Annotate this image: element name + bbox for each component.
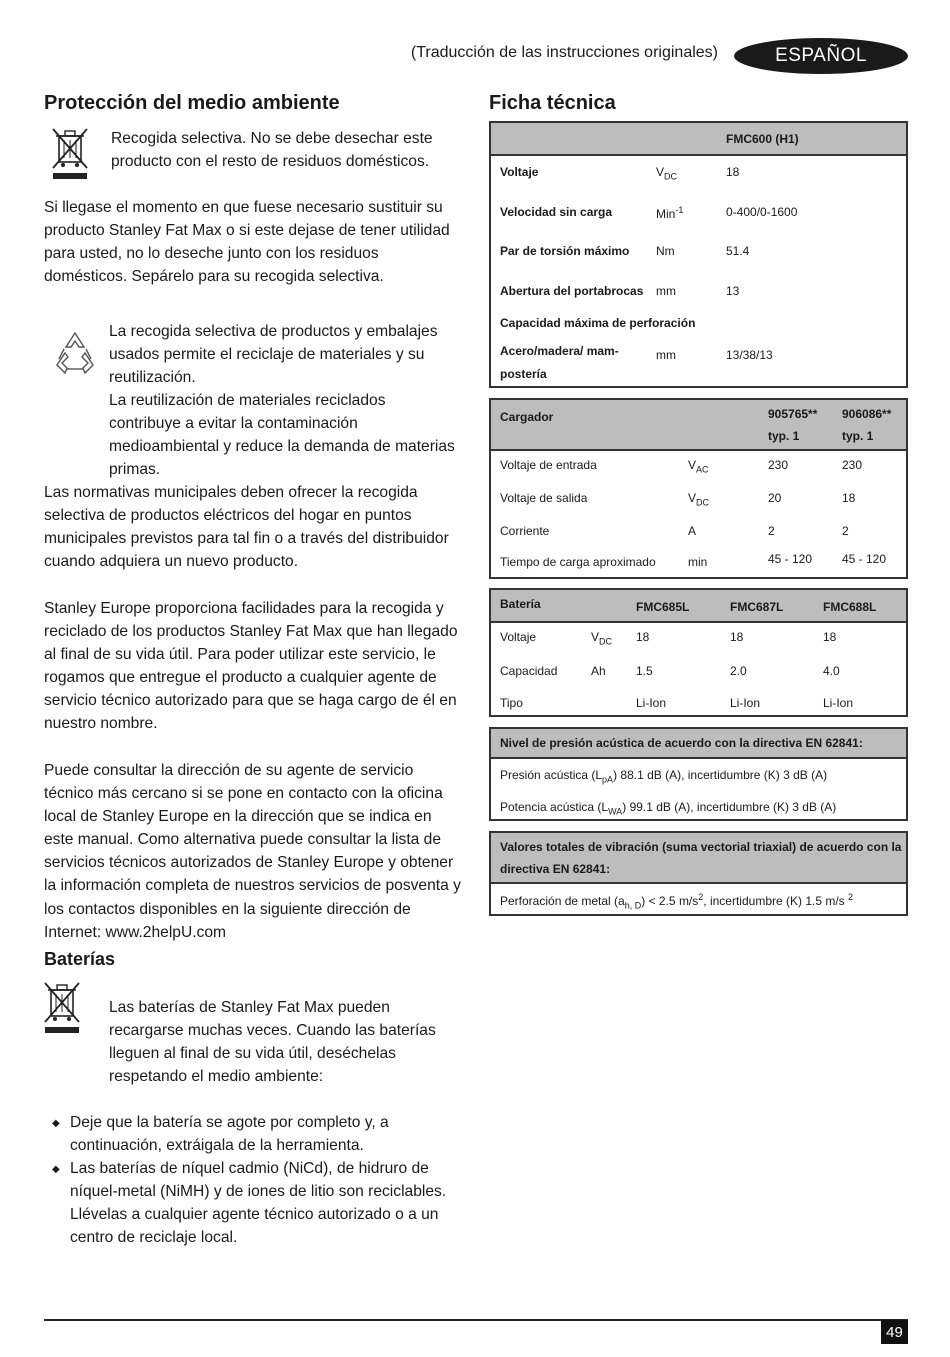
row-unit: Ah [591, 664, 606, 678]
row-value: 18 [636, 630, 650, 644]
row-value: 1.5 [636, 664, 653, 678]
row-label: Abertura del portabrocas [500, 284, 644, 298]
row-unit: mm [656, 284, 676, 298]
row-label: postería [500, 367, 547, 381]
row-unit: Nm [656, 244, 675, 258]
noise-table-header [491, 729, 906, 759]
row-value: 230 [768, 458, 789, 472]
spec-table-header [491, 123, 906, 156]
row-unit: Min$^{-1}$ [656, 205, 684, 221]
battery-table-header [491, 590, 906, 623]
vibration-table-header [491, 833, 906, 884]
language-badge: ESPAÑOL [734, 38, 908, 74]
row-value: 18 [823, 630, 837, 644]
row-value: Li-Ion [823, 696, 854, 710]
recycling-text-2: La reutilización de materiales reciclados contribuye a evitar la contaminación medioambiental y reduce la demanda de materias primas. [109, 392, 455, 479]
row-label: Corriente [500, 524, 550, 538]
model-header: FMC685L [636, 600, 690, 614]
list-item: ◆ Deje que la batería se agote por completo y, a continuación, extráigala de la herramienta. [52, 1111, 462, 1157]
row-value: 20 [768, 491, 782, 505]
env-paragraph-3: Stanley Europe proporciona facilidades para la recogida y reciclado de los productos Stanley Fat Max que han llegado al final de su vida útil. Para poder utilizar este servicio, le rogamos que entregue el producto a cualquier agente de servicio técnico autorizado para que se haga cargo de él en nuestro nombre. [44, 600, 458, 733]
vibration-value: Perforación de metal $(a_{h, D}) < 2.5$ $m/s^2$, incertidumbre (K) 1.5 m/s $^2$ [500, 892, 854, 911]
model-header: FMC600 (H1) [726, 132, 799, 146]
env-paragraph-4: Puede consultar la dirección de su agente de servicio técnico más cercano si se pone en contacto con la oficina local de Stanley Europe en la dirección que se indica en este manual. Como alternativa puede consultar la lista de servicios técnicos autorizados de Stanley Europe y obtener la información completa de nuestros servicios de posventa y los contactos disponibles en la siguiente dirección de Internet: www.2helpU.com [44, 762, 461, 941]
row-label: Voltaje [500, 165, 539, 179]
model-header: 906086** [842, 407, 892, 421]
row-label: Tiempo de carga aproximado [500, 555, 656, 569]
translation-note: (Traducción de las instrucciones originales) [410, 44, 718, 61]
row-value: 2 [768, 524, 775, 538]
selective-collection-text: Recogida selectiva. No se debe desechar este producto con el resto de residuos domésticos. [111, 130, 433, 171]
row-value: 51.4 [726, 244, 750, 258]
vibration-label: Valores totales de vibración (suma vectorial triaxial) de acuerdo con la [500, 840, 902, 854]
row-label: Acero/madera/ mam- [500, 344, 619, 358]
row-label: Voltaje de salida [500, 491, 588, 505]
env-paragraph-1: Si llegase el momento en que fuese necesario sustituir su producto Stanley Fat Max o si este dejase de tener utilidad para usted, no lo deseche junto con los residuos domésticos. Sepárelo para su recogida selectiva. [44, 199, 450, 286]
row-value: Li-Ion [636, 696, 667, 710]
row-value: 2 [842, 524, 849, 538]
charger-label: Cargador [500, 410, 554, 424]
row-value: 0-400/0-1600 [726, 205, 798, 219]
row-value: 4.0 [823, 664, 840, 678]
row-unit: mm [656, 348, 676, 362]
model-header: 905765** [768, 407, 818, 421]
row-value: Li-Ion [730, 696, 761, 710]
env-paragraph-2: Las normativas municipales deben ofrecer la recogida selectiva de productos eléctricos del hogar en puntos municipales previstos para tal fin o a través del distribuidor cuando adquiera un nuevo producto. [44, 484, 449, 571]
row-value: 230 [842, 458, 863, 472]
row-unit: $V_{DC}$ [688, 491, 710, 508]
noise-table [489, 727, 908, 821]
row-value: 45 - 120 [842, 552, 887, 566]
sound-power-value: Potencia acústica $(L_{WA})$ 99.1 dB (A), incertidumbre (K) 3 dB (A) [500, 800, 837, 817]
row-value: 18 [842, 491, 856, 505]
footer-rule [44, 1319, 908, 1321]
row-label: Voltaje de entrada [500, 458, 597, 472]
type-header: typ. 1 [842, 429, 874, 443]
charger-table-header [491, 400, 906, 451]
row-unit: A [688, 524, 697, 538]
vibration-label: directiva EN 62841: [500, 862, 611, 876]
batteries-title: Baterías [44, 949, 116, 969]
battery-table [489, 588, 908, 717]
recycling-text-1: La recogida selectiva de productos y embalajes usados permite el reciclaje de materiales y su reutilización. [109, 323, 438, 387]
spec-table [489, 121, 908, 388]
row-label: Capacidad [500, 664, 558, 678]
row-value: 18 [730, 630, 744, 644]
row-unit: min [688, 555, 708, 569]
crossed-bin-icon [42, 980, 82, 1041]
row-value: 45 - 120 [768, 552, 813, 566]
recycle-icon [51, 329, 99, 382]
vibration-table [489, 831, 908, 916]
noise-label: Nivel de presión acústica de acuerdo con la directiva EN 62841: [500, 736, 863, 750]
type-header: typ. 1 [768, 429, 800, 443]
row-value: 13 [726, 284, 740, 298]
row-label: Capacidad máxima de perforación [500, 316, 696, 330]
model-header: FMC687L [730, 600, 784, 614]
list-item: ◆ Las baterías de níquel cadmio (NiCd), de hidruro de níquel-metal (NiMH) y de iones de litio son reciclables. Llévelas a cualquier agente técnico autorizado o a un centro de reciclaje local. [52, 1157, 462, 1249]
batteries-text: Las baterías de Stanley Fat Max pueden recargarse muchas veces. Cuando las baterías lleguen al final de su vida útil, deséchelas respetando el medio ambiente: [109, 999, 436, 1086]
spec-title: Ficha técnica [489, 92, 616, 114]
charger-table [489, 398, 908, 579]
row-value: 2.0 [730, 664, 747, 678]
row-label: Voltaje [500, 630, 537, 644]
env-title: Protección del medio ambiente [44, 92, 340, 114]
sound-pressure-value: Presión acústica $(L_{pA})$ 88.1 dB (A), incertidumbre (K) 3 dB (A) [500, 768, 828, 785]
row-label: Par de torsión máximo [500, 244, 630, 258]
row-unit: $V_{DC}$ [656, 165, 678, 182]
model-header: FMC688L [823, 600, 877, 614]
row-unit: $V_{DC}$ [591, 630, 613, 647]
row-label: Velocidad sin carga [500, 205, 613, 219]
row-value: 18 [726, 165, 740, 179]
crossed-bin-icon [50, 126, 90, 187]
row-label: Tipo [500, 696, 523, 710]
battery-label: Batería [500, 597, 541, 611]
page-number: 49 [881, 1320, 908, 1344]
row-unit: $V_{AC}$ [688, 458, 709, 475]
row-value: 13/38/13 [726, 348, 773, 362]
batteries-list [52, 1111, 462, 1250]
